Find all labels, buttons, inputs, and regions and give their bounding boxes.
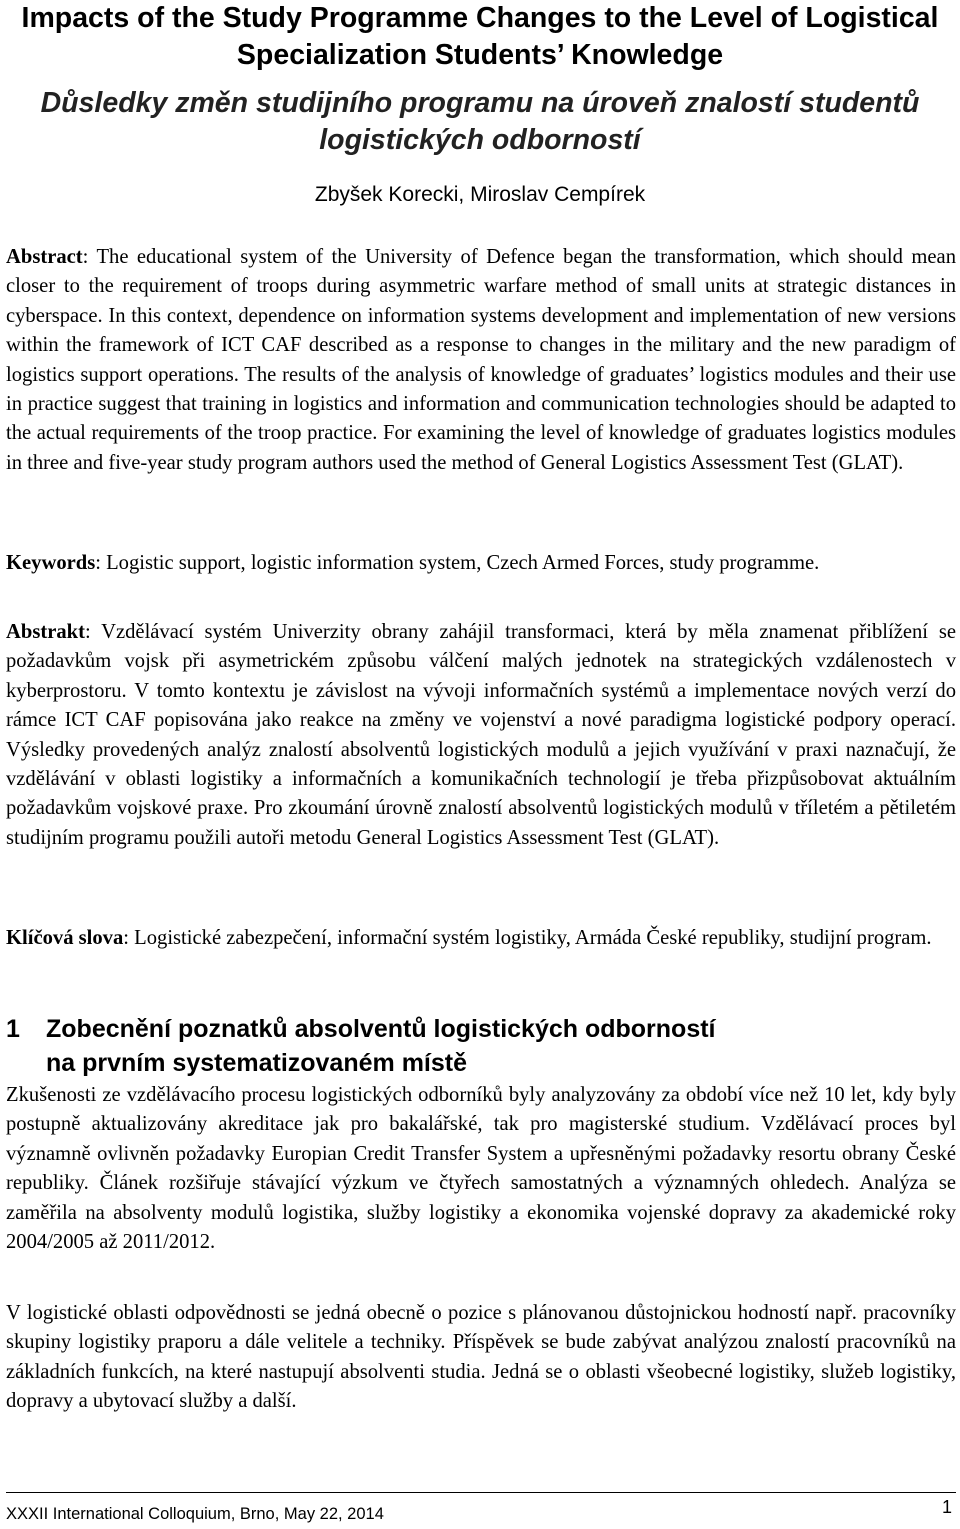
section-number: 1 [6,1015,20,1043]
keywords-english-label: Keywords [6,552,96,574]
abstract-english-text: : The educational system of the University of Defence began the transformation, which should mean closer to the requirement of troops during asymmetric warfare method of small units at strategic distances in cyberspace. In this context, dependence on information systems development and implementation of new versions within the framework of ICT CAF described as a response to changes in the military and the new paradigm of logistics support operations. The results of the analysis of knowledge of graduates’ logistics modules and their use in practice suggest that training in logistics and information and communication technologies should be adapted to the actual requirements of the troop practice. For examining the level of knowledge of graduates logistics modules in three and five-year study program authors used the method of General Logistics Assessment Test (GLAT). [6,246,956,474]
abstract-english-label: Abstract [6,246,83,268]
keywords-czech [6,924,956,953]
keywords-english-text: : Logistic support, logistic information system, Czech Armed Forces, study programme. [95,552,820,574]
paragraph-1: Zkušenosti ze vzdělávacího procesu logistických odborníků byly analyzovány za období více než 10 let, kdy byly postupně aktualizovány akreditace jak pro bakalářské, tak pro magisterské studium. Vzdělávací proces byl významně ovlivněn požadavky Europian Credit Transfer System a upřesněnými požadavky resortu obrany České republiky. Článek rozšiřuje stávající výzkum ve čtyřech samostatných a významných ohledech. Analýza se zaměřila na absolventy modulů logistika, služby logistiky a ekonomika vojenské dopravy za akademické roky 2004/2005 až 2011/2012. [6,1084,956,1254]
footer-divider [6,1492,956,1493]
title-english: Impacts of the Study Programme Changes to the Level of Logistical Specialization Students’ Knowledge [21,2,939,71]
abstract-czech [6,618,956,853]
keywords-czech-label: Klíčová slova [6,927,124,949]
section-heading [6,1012,956,1080]
page-number: 1 [941,1497,952,1517]
abstract-czech-label: Abstrakt [6,621,85,643]
abstract-czech-text: : Vzdělávací systém Univerzity obrany zahájil transformaci, která by měla znamenat přiblížení se požadavkům vojsk při asymetrickém způsobu válčení malých jednotek na strategických vzdálenostech v kyberprostoru. V tomto kontextu je závislost na vývoji informačních systémů a implementace nových verzí do rámce ICT CAF popisována jako reakce na změny ve vojenství a nové paradigma logistické podpory operací. Výsledky provedených analýz znalostí absolventů logistických modulů a jejich využívání v praxi naznačují, že vzdělávání v oblasti logistiky a informačních a komunikačních technologií je třeba přizpůsobovat aktuálním požadavkům vojskové praxe. Pro zkoumání úrovně znalostí absolventů logistických modulů v tříletém a pětiletém studijním programu použili autoři metodu General Logistics Assessment Test (GLAT). [6,621,956,849]
authors: Zbyšek Korecki, Miroslav Cempírek [314,183,646,206]
section-title-line2: na prvním systematizovaném místě [46,1049,467,1077]
abstract-english [6,243,956,478]
keywords-czech-text: : Logistické zabezpečení, informační systém logistiky, Armáda České republiky, studijní program. [123,927,932,949]
keywords-english [6,549,956,578]
footer-conference: XXXII International Colloquium, Brno, May 22, 2014 [6,1505,384,1523]
title-czech: Důsledky změn studijního programu na úroveň znalostí studentů logistických odborností [40,87,920,156]
paragraph-2: V logistické oblasti odpovědnosti se jedná obecně o pozice s plánovanou důstojnickou hodností např. pracovníky skupiny logistiky praporu a dále velitele a techniky. Příspěvek se bude zabývat analýzou znalostí pracovníků na základních funkcích, na které nastupují absolventi studia. Jedná se o oblasti všeobecné logistiky, služeb logistiky, dopravy a ubytovací služby a další. [6,1302,956,1413]
section-title-line1: Zobecnění poznatků absolventů logistických odborností [46,1015,716,1043]
